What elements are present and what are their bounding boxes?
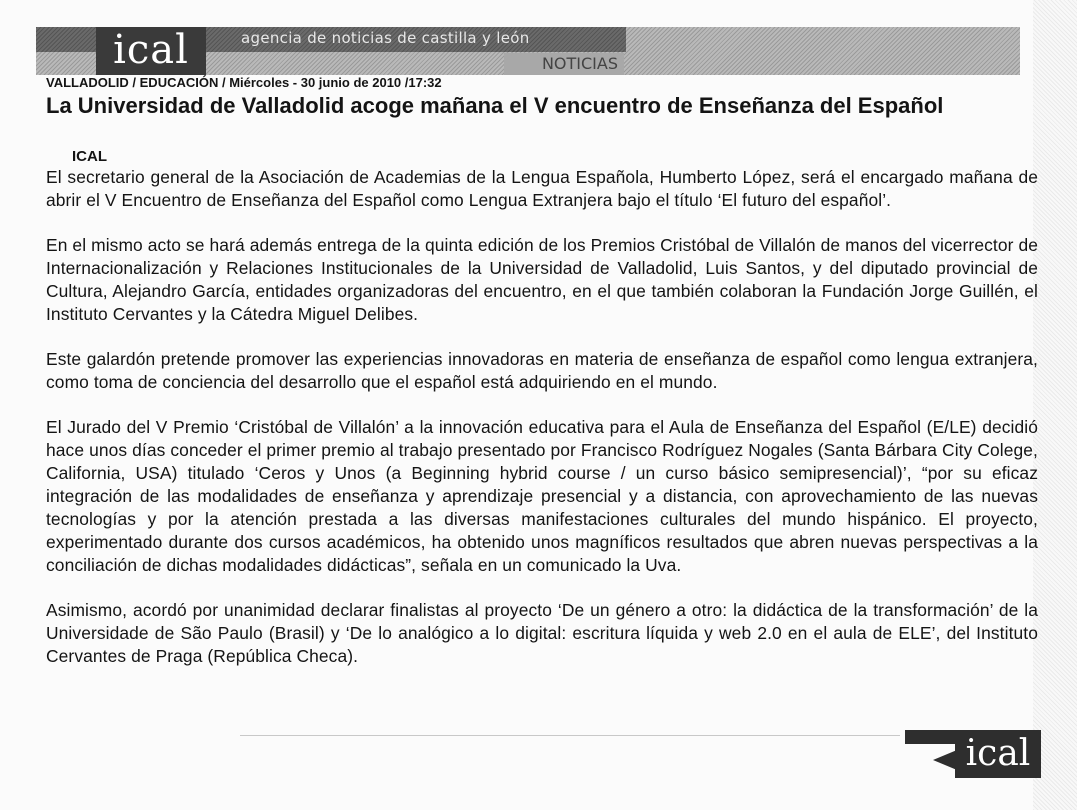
footer-ical-logo: ical [965,733,1031,774]
article-paragraph-2: En el mismo acto se hará además entrega de la quinta edición de los Premios Cristóbal de Villalón de manos del vicerrector de Internacionalización y Relaciones Institucionales de la Universidad de Valladolid, Luis Santos, y del diputado provincial de Cultura, Alejandro García, entidades organizadoras del encuentro, en el que también colaboran la Fundación Jorge Guillén, el Instituto Cervantes y la Cátedra Miguel Delibes. [46,235,1038,324]
article-paragraph-4: El Jurado del V Premio ‘Cristóbal de Villalón’ a la innovación educativa para el Aula de Enseñanza del Español (E/LE) decidió hace unos días conceder el primer premio al trabajo presentado por Francisco Rodríguez Nogales (Santa Bárbara City Colege, California, USA) titulado ‘Ceros y Unos (a Beginning hybrid course / un curso básico semipresencial)’, “por su eficaz integración de las modalidades de enseñanza y aprendizaje presencial y a distancia, con aprovechamiento de las nuevas tecnologías y por la atención prestada a las diversas manifestaciones culturales del mundo hispánico. El proyecto, experimentado durante dos cursos académicos, ha obtenido unos magníficos resultados que abren nuevas perspectivas a la conciliación de dichas modalidades didácticas”, señala en un comunicado la Uva. [46,417,1038,575]
masthead [36,27,1020,75]
footer-divider [240,735,900,736]
ical-logo: ical [113,27,189,73]
masthead-logo-block [96,27,206,75]
article-body [46,166,1038,690]
article-paragraph-5: Asimismo, acordó por unanimidad declarar finalistas al proyecto ‘De un género a otro: la didáctica de la transformación’ de la Universidade de São Paulo (Brasil) y ‘De lo analógico a lo digital: escritura líquida y web 2.0 en el aula de ELE’, del Instituto Cervantes de Praga (República Checa). [46,600,1038,666]
footer-arrow-icon [933,750,957,770]
article-author: ICAL [72,148,107,165]
masthead-section-label: NOTICIAS [504,53,624,75]
scan-edge-texture [1033,0,1077,810]
article-headline: La Universidad de Valladolid acoge mañana el V encuentro de Enseñanza del Español [46,93,944,118]
footer-logo-area [905,730,1041,778]
article-paragraph-1: El secretario general de la Asociación de Academias de la Lengua Española, Humberto López, será el encargado mañana de abrir el V Encuentro de Enseñanza del Español como Lengua Extranjera bajo el título ‘El futuro del español’. [46,167,1038,210]
article-paragraph-3: Este galardón pretende promover las experiencias innovadoras en materia de enseñanza de español como lengua extranjera, como toma de conciencia del desarrollo que el español está adquiriendo en el mundo. [46,349,1038,392]
article-dateline: VALLADOLID / EDUCACIÓN / Miércoles - 30 junio de 2010 /17:32 [46,75,442,90]
masthead-tagline: agencia de noticias de castilla y león [241,29,530,47]
